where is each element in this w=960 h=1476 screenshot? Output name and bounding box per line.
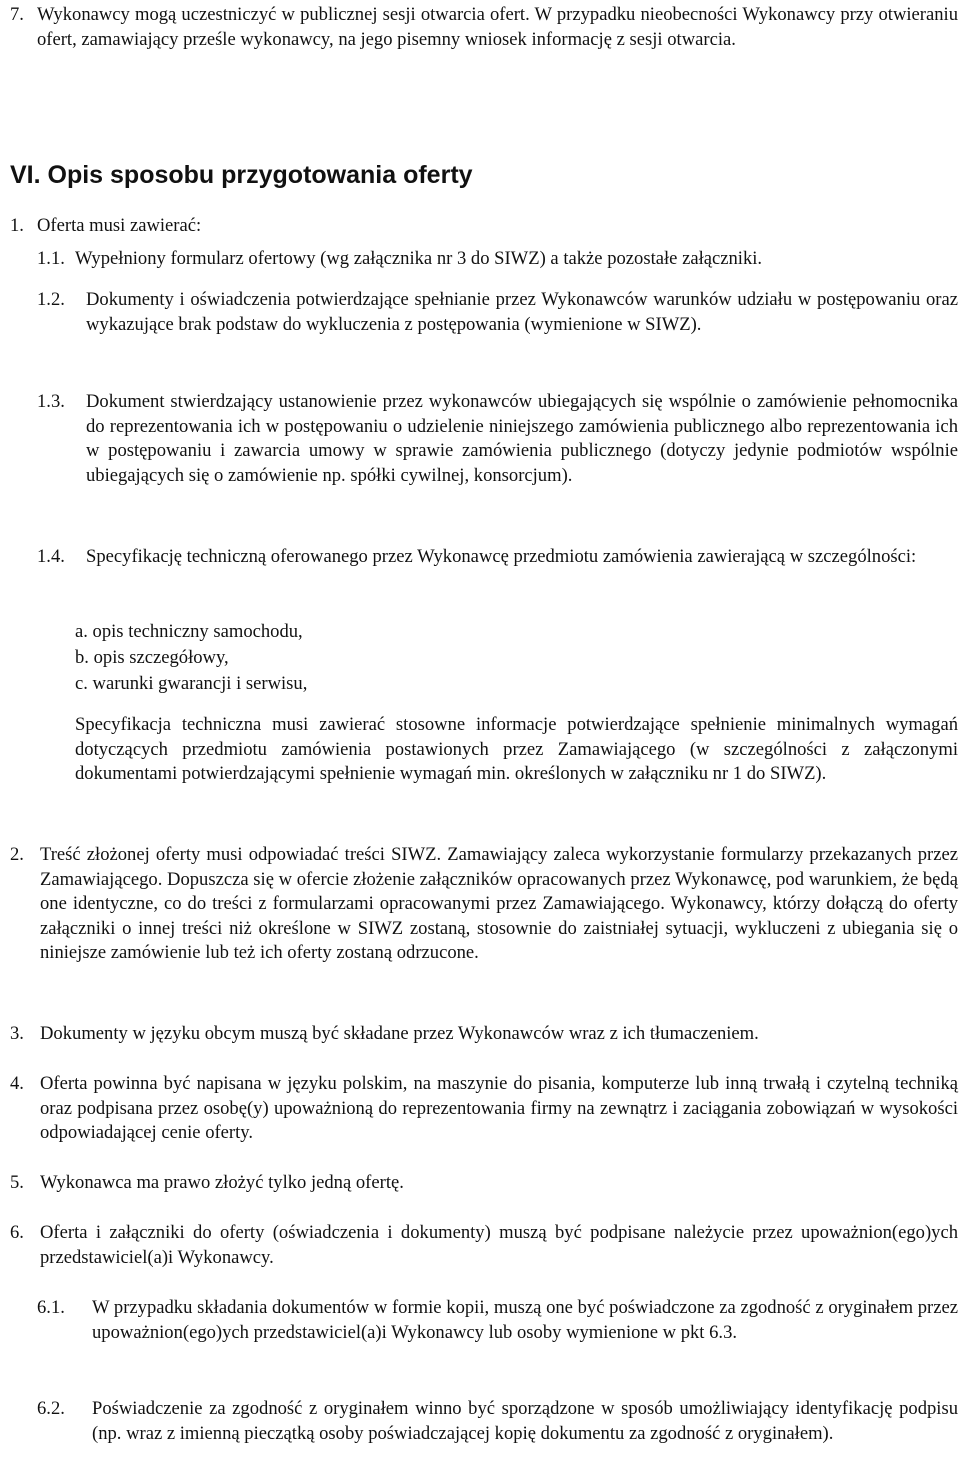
specification-paragraph: Specyfikacja techniczna musi zawierać stosowne informacje potwierdzające spełnienie minimalnych wymagań dotyczących przedmiotu zamówienia postawionych przez Zamawiającego (w szczególności z załączonymi dokumentami potwierdzającymi spełnienie wymagań min. określonych w załączniku nr 1 do SIWZ). bbox=[75, 714, 958, 784]
item-1-3-text: Dokument stwierdzający ustanowienie przez wykonawców ubiegających się wspólnie o zamówienie pełnomocnika do reprezentowania ich w postępowaniu o udzielenie niniejszego zamówienia publicznego albo reprezentowania ich w postępowaniu i zawarcia umowy w sprawie zamówienia publicznego (dotyczy jedynie podmiotów wspólnie ubiegających się o zamówienie np. spółki cywilnej, konsorcjum). bbox=[86, 391, 958, 486]
item-5-text: Wykonawca ma prawo złożyć tylko jedną ofertę. bbox=[40, 1172, 404, 1193]
item-1-2-text: Dokumenty i oświadczenia potwierdzające spełnianie przez Wykonawców warunków udziału w postępowaniu oraz wykazujące brak podstaw do wykluczenia z postępowania (wymienione w SIWZ). bbox=[86, 289, 958, 335]
sublist-item-c: c. warunki gwarancji i serwisu, bbox=[75, 673, 308, 694]
item-6-1-number: 6.1. bbox=[37, 1297, 65, 1318]
section-heading: VI. Opis sposobu przygotowania oferty bbox=[10, 161, 473, 189]
item-2-number: 2. bbox=[10, 844, 24, 865]
item-6-text: Oferta i załączniki do oferty (oświadczenia i dokumenty) muszą być podpisane należycie przez upoważnion(ego)ych przedstawiciel(a)i Wykonawcy. bbox=[40, 1222, 958, 1268]
point-7-number: 7. bbox=[10, 4, 24, 25]
sublist-item-a: a. opis techniczny samochodu, bbox=[75, 621, 303, 642]
item-1-2-number: 1.2. bbox=[37, 289, 65, 310]
item-5-number: 5. bbox=[10, 1172, 24, 1193]
item-1-number: 1. bbox=[10, 215, 24, 236]
item-1-4-number: 1.4. bbox=[37, 546, 65, 567]
item-3-text: Dokumenty w języku obcym muszą być składane przez Wykonawców wraz z ich tłumaczeniem. bbox=[40, 1023, 759, 1044]
item-1-3-number: 1.3. bbox=[37, 391, 65, 412]
item-6-2-number: 6.2. bbox=[37, 1398, 65, 1419]
sublist-item-b: b. opis szczegółowy, bbox=[75, 647, 229, 668]
item-1-1-text: Wypełniony formularz ofertowy (wg załącznika nr 3 do SIWZ) a także pozostałe załączniki. bbox=[75, 248, 763, 269]
item-6-2-text: Poświadczenie za zgodność z oryginałem winno być sporządzone w sposób umożliwiający identyfikację podpisu (np. wraz z imienną pieczątką osoby poświadczającej kopię dokumentu za zgodność z oryginałem). bbox=[92, 1398, 958, 1444]
item-1-text: Oferta musi zawierać: bbox=[37, 215, 202, 236]
item-4-text: Oferta powinna być napisana w języku polskim, na maszynie do pisania, komputerze lub inną trwałą i czytelną techniką oraz podpisana przez osobę(y) upoważnioną do reprezentowania firmy na zewnątrz i zaciągania zobowiązań w wysokości odpowiadającej cenie oferty. bbox=[40, 1073, 958, 1143]
item-6-number: 6. bbox=[10, 1222, 24, 1243]
item-1-1-number: 1.1. bbox=[37, 248, 65, 269]
item-6-1-text: W przypadku składania dokumentów w formie kopii, muszą one być poświadczone za zgodność z oryginałem przez upoważnion(ego)ych przedstawiciel(a)i Wykonawcy lub osoby wymienione w pkt 6.3. bbox=[92, 1297, 958, 1343]
item-2-text: Treść złożonej oferty musi odpowiadać treści SIWZ. Zamawiający zaleca wykorzystanie formularzy przekazanych przez Zamawiającego. Dopuszcza się w ofercie złożenie załączników opracowanych przez Wykonawcę, pod warunkiem, że będą one identyczne, co do treści z formularzami opracowanymi przez Zamawiającego. Wykonawcy, którzy dołączą do oferty załączniki o innej treści niż określone w SIWZ zostaną, stosownie do zaistniałej sytuacji, wykluczeni z ubiegania się o niniejsze zamówienie lub też ich oferty zostaną odrzucone. bbox=[40, 844, 958, 963]
item-4-number: 4. bbox=[10, 1073, 24, 1094]
point-7-text: Wykonawcy mogą uczestniczyć w publicznej sesji otwarcia ofert. W przypadku nieobecności Wykonawcy przy otwieraniu ofert, zamawiający prześle wykonawcy, na jego pisemny wniosek informację z sesji otwarcia. bbox=[37, 4, 958, 50]
item-3-number: 3. bbox=[10, 1023, 24, 1044]
item-1-4-text: Specyfikację techniczną oferowanego przez Wykonawcę przedmiotu zamówienia zawierającą w szczególności: bbox=[86, 546, 917, 567]
